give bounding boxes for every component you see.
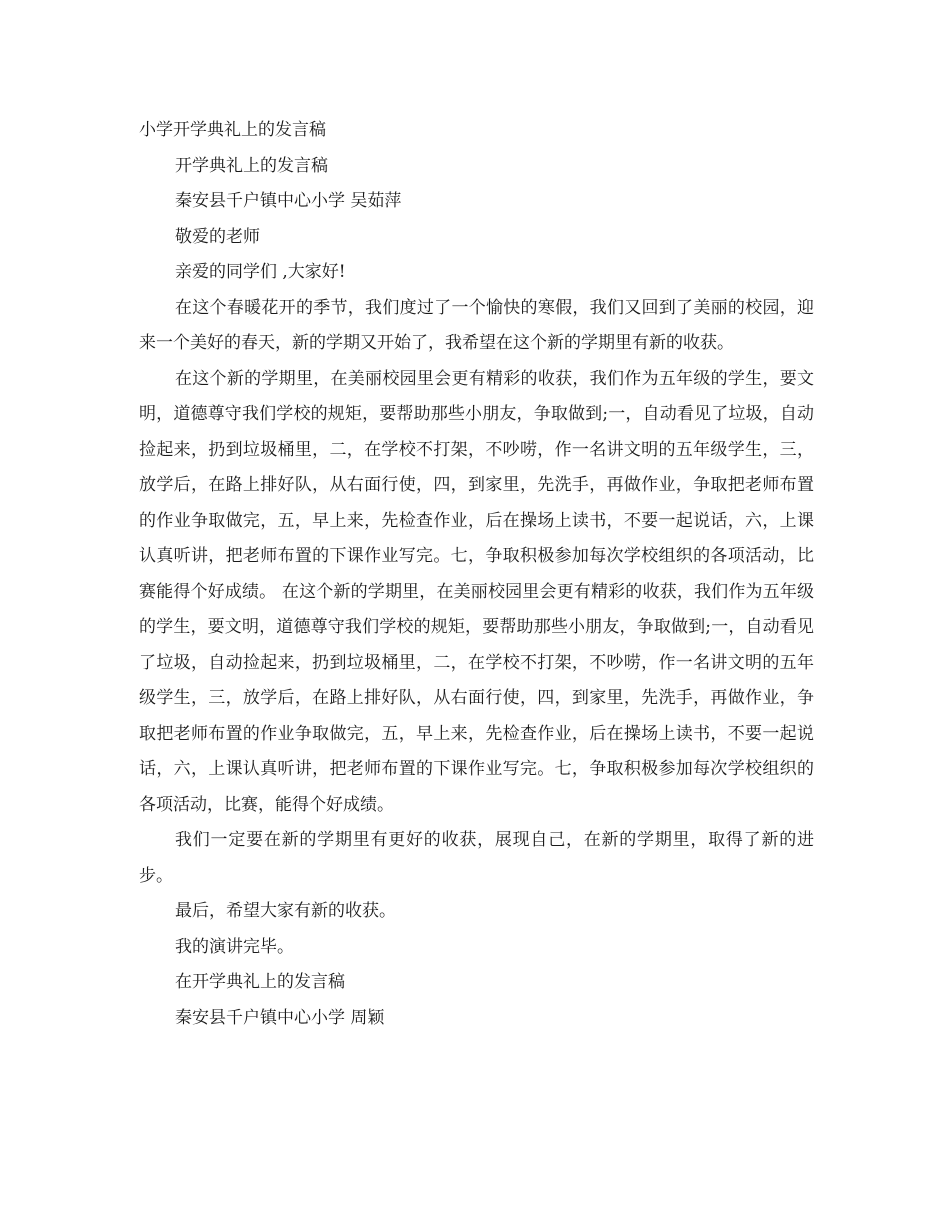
speech-title: 在开学典礼上的发言稿 — [175, 972, 345, 992]
document-body — [139, 113, 814, 1036]
speech-author: 秦安县千户镇中心小学 周颖 — [175, 1007, 385, 1028]
document-title: 小学开学典礼上的发言稿 — [139, 120, 326, 140]
speech-title: 开学典礼上的发言稿 — [175, 155, 328, 176]
closing-end: 我的演讲完毕。 — [175, 936, 294, 957]
paragraph: 在这个春暖花开的季节，我们度过了一个愉快的寒假，我们又回到了美丽的校园，迎来一个美好的春天，新的学期又开始了，我希望在这个新的学期里有新的收获。 — [139, 297, 814, 353]
paragraph: 我们一定要在新的学期里有更好的收获，展现自己，在新的学期里，取得了新的进步。 — [139, 830, 814, 886]
greeting-teachers: 敬爱的老师 — [175, 226, 260, 247]
greeting-students: 亲爱的同学们 ,大家好! — [175, 262, 346, 282]
paragraph: 在这个新的学期里，在美丽校园里会更有精彩的收获，我们作为五年级的学生，要文明，道德尊守我们学校的规矩，要帮助那些小朋友，争取做到;一，自动看见了垃圾，自动捡起来，扔到垃圾桶里，二，在学校不打架，不吵唠，作一名讲文明的五年级学生，三，放学后，在路上排好队，从右面行使，四，到家里，先洗手，再做作业，争取把老师布置的作业争取做完，五，早上来，先检查作业，后在操场上读书，不要一起说话，六，上课认真听讲，把老师布置的下课作业写完。七，争取积极参加每次学校组织的各项活动，比赛能得个好成绩。 在这个新的学期里，在美丽校园里会更有精彩的收获，我们作为五年级的学生，要文明，道德尊守我们学校的规矩，要帮助那些小朋友，争取做到;一，自动看见了垃圾，自动捡起来，扔到垃圾桶里，二，在学校不打架，不吵唠，作一名讲文明的五年级学生，三，放学后，在路上排好队，从右面行使，四，到家里，先洗手，再做作业，争取把老师布置的作业争取做完，五，早上来，先检查作业，后在操场上读书，不要一起说话，六，上课认真听讲，把老师布置的下课作业写完。七，争取积极参加每次学校组织的各项活动，比赛，能得个好成绩。 — [139, 368, 814, 815]
speech-author: 秦安县千户镇中心小学 吴茹萍 — [175, 191, 402, 211]
closing-wish: 最后，希望大家有新的收获。 — [175, 901, 396, 921]
